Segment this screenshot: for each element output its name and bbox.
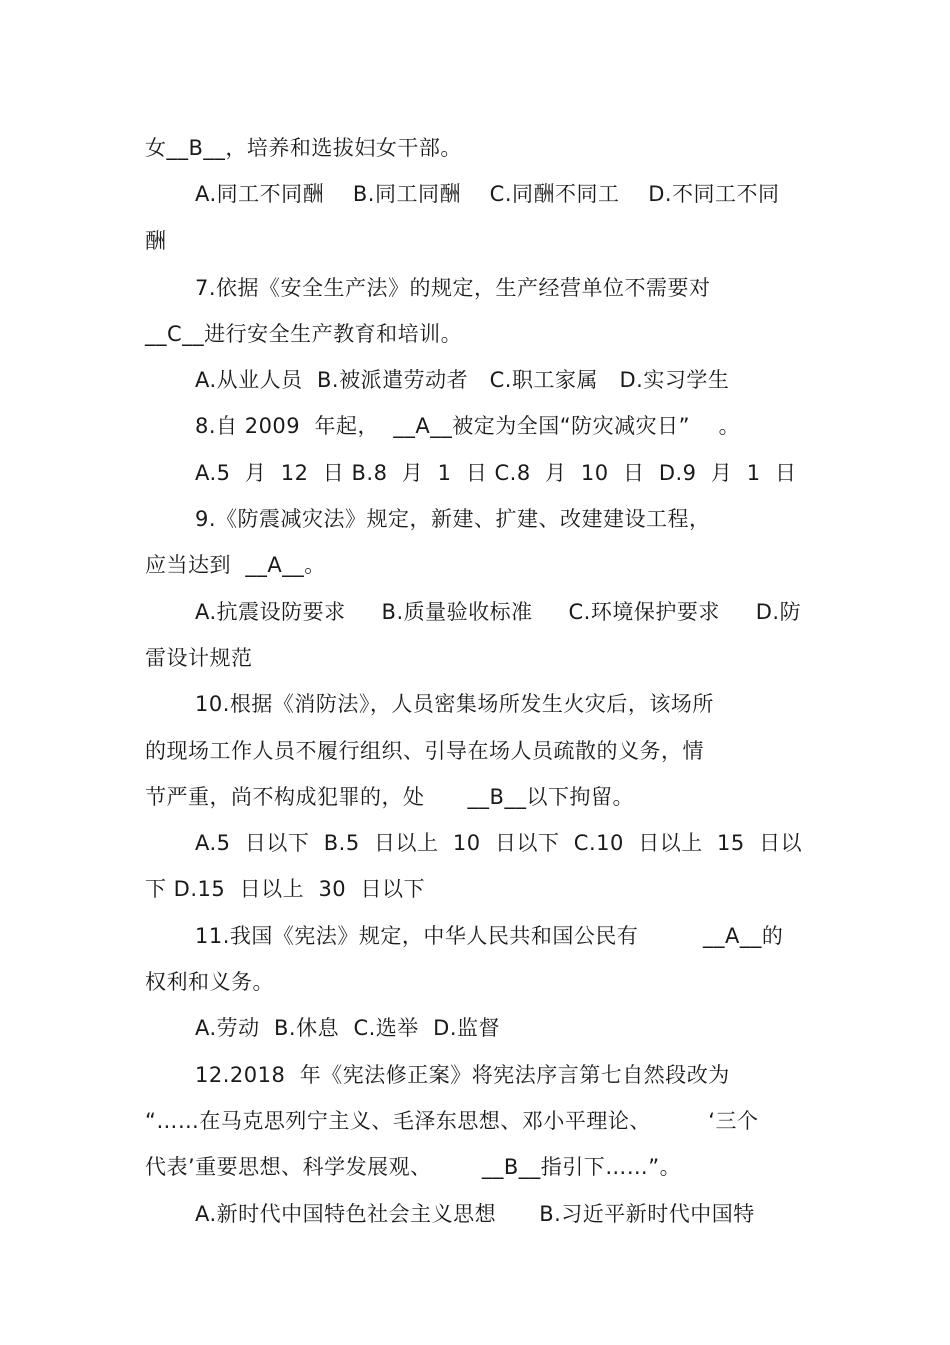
text-line-13: 10.根据《消防法》，人员密集场所发生火灾后，该场所 <box>195 692 714 716</box>
text-line-6: A.从业人员 B.被派遣劳动者 C.职工家属 D.实习学生 <box>195 368 730 392</box>
text-line-11: A.抗震设防要求 B.质量验收标准 C.环境保护要求 D.防 <box>195 600 802 624</box>
text-line-2: A.同工不同酬 B.同工同酬 C.同酬不同工 D.不同工不同 <box>195 182 780 206</box>
text-line-22: “……在马克思列宁主义、毛泽东思想、邓小平理论、 ‘三个 <box>145 1109 759 1133</box>
text-line-10: 应当达到 __A__。 <box>145 553 326 577</box>
text-line-16: A.5 日以下 B.5 日以上 10 日以下 C.10 日以上 15 日以 <box>195 831 803 855</box>
text-line-4: 7.依据《安全生产法》的规定，生产经营单位不需要对 <box>195 276 711 300</box>
text-line-12: 雷设计规范 <box>145 646 253 670</box>
text-line-7: 8.自 2009 年起， __A__被定为全国“防灾减灾日” 。 <box>195 414 741 438</box>
text-line-18: 11.我国《宪法》规定，中华人民共和国公民有 __A__的 <box>195 924 784 948</box>
text-line-1: 女__B__，培养和选拔妇女干部。 <box>145 136 462 160</box>
text-line-23: 代表’重要思想、科学发展观、 __B__指引下……”。 <box>145 1155 682 1179</box>
text-line-8: A.5 月 12 日 B.8 月 1 日 C.8 月 10 日 D.9 月 1 日 <box>195 461 797 485</box>
text-line-14: 的现场工作人员不履行组织、引导在场人员疏散的义务，情 <box>145 739 704 763</box>
text-line-20: A.劳动 B.休息 C.选举 D.监督 <box>195 1016 500 1040</box>
text-line-19: 权利和义务。 <box>145 970 274 994</box>
text-line-9: 9.《防震减灾法》规定，新建、扩建、改建建设工程， <box>195 507 711 531</box>
text-line-17: 下 D.15 日以上 30 日以下 <box>145 877 426 901</box>
text-line-21: 12.2018 年《宪法修正案》将宪法序言第七自然段改为 <box>195 1063 730 1087</box>
text-line-24: A.新时代中国特色社会主义思想 B.习近平新时代中国特 <box>195 1202 755 1226</box>
text-line-5: __C__进行安全生产教育和培训。 <box>145 322 463 346</box>
text-line-3: 酬 <box>145 229 167 253</box>
text-line-15: 节严重，尚不构成犯罪的，处 __B__以下拘留。 <box>145 785 634 809</box>
